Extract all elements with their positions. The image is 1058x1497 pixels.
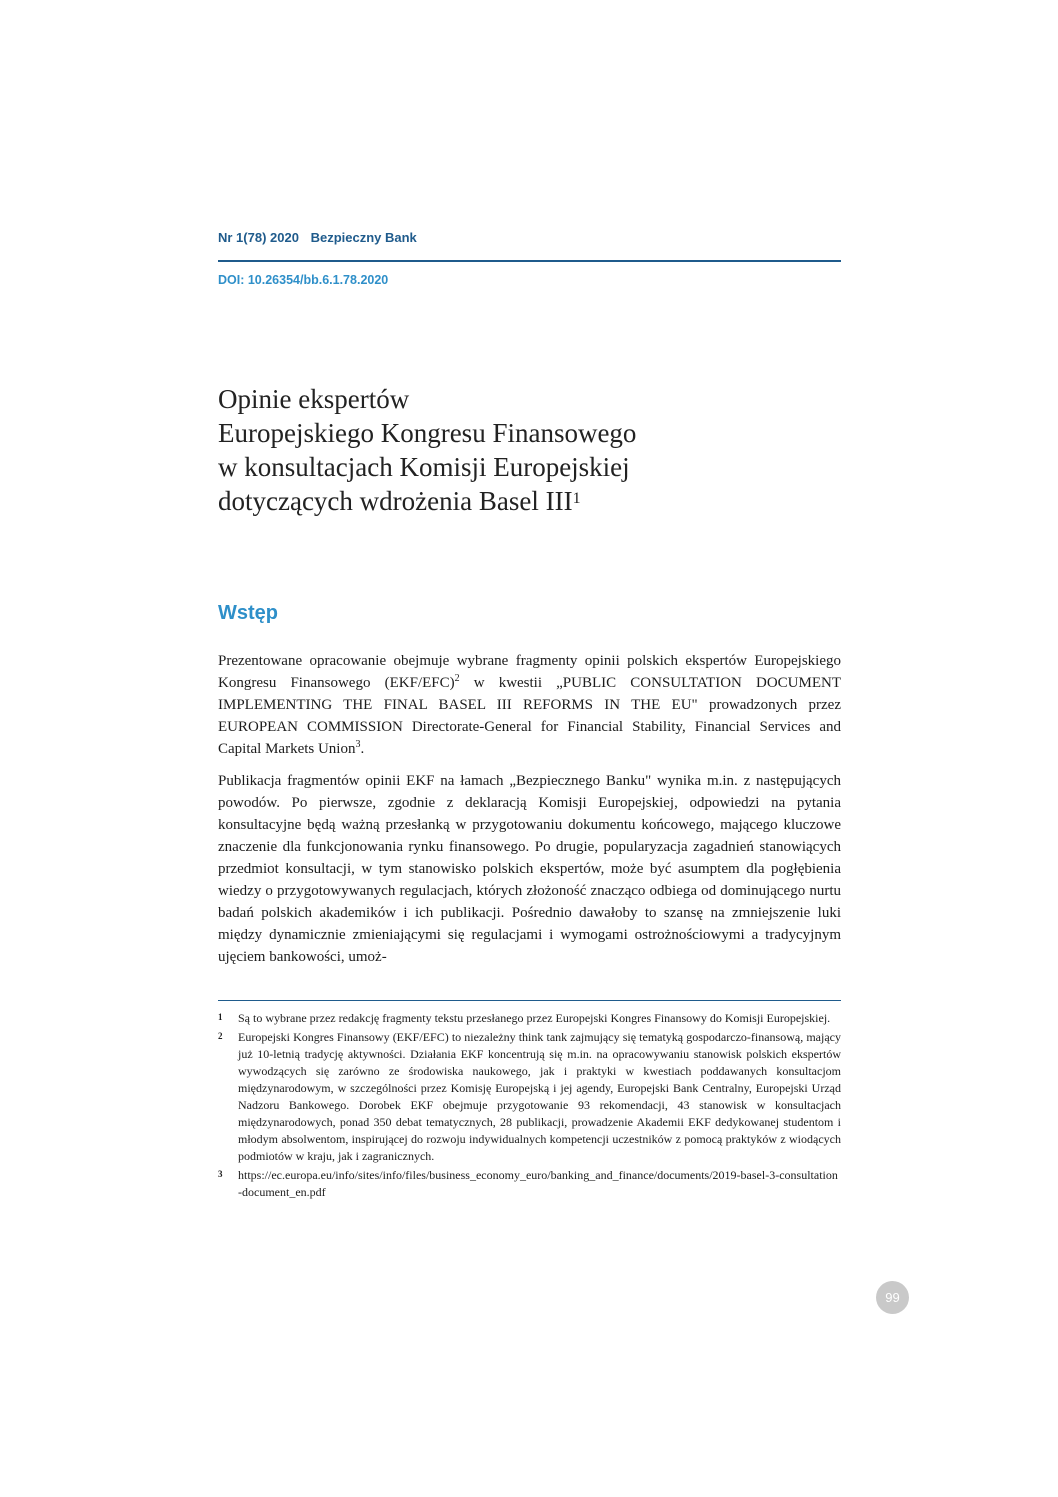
title-line: Opinie ekspertów: [218, 384, 410, 414]
footnote-text: Są to wybrane przez redakcję fragmenty tekstu przesłanego przez Europejski Kongres Finansowy do Komisji Europejskiej.: [238, 1011, 831, 1025]
footnote-text: Europejski Kongres Finansowy (EKF/EFC) to niezależny think tank zajmujący się tematyką gospodarczo-finansową, mający już 10-letnią tradycję aktywności. Działania EKF koncentrują się m.in. na opracowywaniu stanowisk polskich ekspertów wywodzących się zarówno ze środowiska naukowego, jak i praktyki w kwestiach poddawanych konsultacjom międzynarodowym, w szczególności przez Komisję Europejską i jej agendy, Europejski Bank Centralny, Europejski Urząd Nadzoru Bankowego. Dorobek EKF obejmuje przygotowanie 93 rekomendacji, 43 stanowisk w konsultacjach międzynarodowych, ponad 350 debat tematycznych, 28 publikacji, prowadzenie Akademii EKF dedykowanej studentom i młodym absolwentom, inspirującej do rozwoju indywidualnych kompetencji uczestników z pomocą praktyków z wiodących podmiotów w kraju, jak i zagranicznych.: [238, 1030, 841, 1163]
doi-link[interactable]: DOI: 10.26354/bb.6.1.78.2020: [218, 273, 389, 287]
journal-header: [218, 230, 841, 245]
page-number-badge: 99: [876, 1281, 909, 1314]
paragraph-2: Publikacja fragmentów opinii EKF na łamach „Bezpiecznego Banku" wynika m.in. z następujących powodów. Po pierwsze, zgodnie z deklaracją Komisji Europejskiej, odpowiedzi na pytania konsultacyjne będą ważną przesłanką w przygotowaniu dokumentu końcowego, mającego kluczowe znaczenie dla funkcjonowania rynku finansowego. Po drugie, popularyzacja zagadnień stanowiących przedmiot konsultacji, w tym stanowisko polskich ekspertów, może być asumptem dla pogłębienia wiedzy o przygotowywanych regulacjach, których złożoność znacząco odbiega od dominującego nurtu badań polskich akademików i ich publikacji. Pośrednio dawałoby to szansę na zmniejszenie luki między dynamicznie zmieniającymi się regulacjami i wymogami ostrożnościowymi a tradycyjnym ujęciem bankowości, umoż-: [218, 773, 841, 965]
footnote-number: 3: [218, 1169, 223, 1179]
paragraph-1-part3: .: [360, 741, 365, 757]
article-title: [218, 382, 841, 518]
footnote-item: [218, 1010, 841, 1027]
footnote-divider: [218, 1000, 841, 1001]
paragraph-1-part1: Prezentowane opracowanie obejmuje wybrane fragmenty opinii polskich ekspertów Europejskiego Kongresu Finansowego (EKF/EFC): [218, 653, 841, 691]
issue-number: Nr 1(78) 2020: [218, 230, 299, 245]
footnotes: [218, 1010, 841, 1203]
section-heading: Wstęp: [218, 602, 278, 624]
footnote-item: [218, 1167, 841, 1201]
title-line-text: dotyczących wdrożenia Basel III: [218, 486, 573, 516]
header-divider: [218, 260, 841, 262]
footnote-item: [218, 1029, 841, 1165]
paragraph-1: [218, 650, 841, 760]
title-line: Europejskiego Kongresu Finansowego: [218, 418, 637, 448]
paragraph-1-part2: w kwestii „PUBLIC CONSULTATION DOCUMENT IMPLEMENTING THE FINAL BASEL III REFORMS IN THE EU" prowadzonych przez EUROPEAN COMMISSION Directorate-General for Financial Stability, Financial Services and Capital Markets Union: [218, 675, 841, 757]
footnote-number: 1: [218, 1012, 223, 1022]
footnote-ref-2[interactable]: 2: [454, 673, 460, 684]
footnote-ref-1[interactable]: 1: [572, 490, 581, 507]
journal-name: Bezpieczny Bank: [310, 230, 417, 245]
footnote-ref-3[interactable]: 3: [355, 739, 361, 750]
title-line-last: [218, 484, 841, 518]
body-text: [218, 650, 841, 978]
footnote-number: 2: [218, 1031, 223, 1041]
footnote-url-link[interactable]: https://ec.europa.eu/info/sites/info/files/business_economy_euro/banking_and_finance/documents/2019-basel-3-consultation-document_en.pdf: [238, 1168, 838, 1199]
title-line: w konsultacjach Komisji Europejskiej: [218, 452, 630, 482]
